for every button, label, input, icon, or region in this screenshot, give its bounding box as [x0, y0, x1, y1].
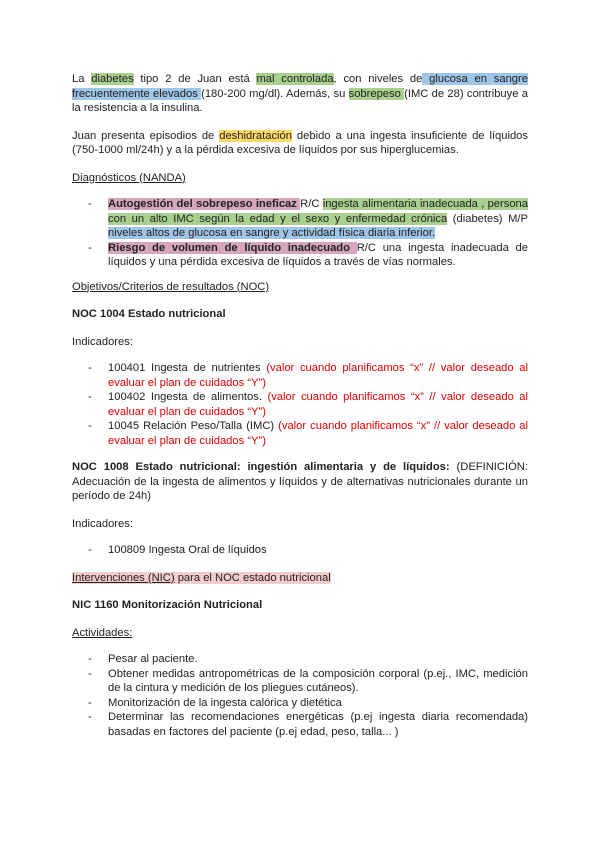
highlight-deshidratacion: deshidratación — [219, 129, 292, 142]
list-item: - Pesar al paciente. — [72, 652, 528, 667]
case-paragraph-2 — [72, 129, 528, 158]
highlight-manifestation: niveles altos de glucosa en sangre y actividad física diaria inferior. — [108, 227, 436, 239]
actividades-list — [72, 652, 528, 739]
list-item: - Determinar las recomendaciones energéticas (p.ej ingesta diaria recomendada) basadas en factores del paciente (p.ej edad, peso, talla... ) — [72, 710, 528, 739]
noc2-indicadores-label: Indicadores: — [72, 517, 133, 530]
highlight-diabetes: diabetes — [91, 73, 134, 85]
noc2-paragraph — [72, 460, 528, 504]
nic-heading-rest: para el NOC estado nutricional — [174, 571, 331, 584]
indicator-note: (valor cuando planificamos “x” // valor deseado al evaluar el plan de cuidados “Y”) — [108, 391, 528, 418]
list-item — [72, 241, 528, 270]
text: (IMC de 28) contribuye a la resistencia a la insulina. — [72, 87, 528, 114]
list-item — [72, 419, 528, 448]
document-page — [72, 72, 528, 739]
list-item — [72, 361, 528, 390]
noc1-indicadores-label: Indicadores: — [72, 335, 133, 348]
nic-heading-underlined: Intervenciones (NIC) — [72, 571, 175, 584]
indicator-note: (valor cuando planificamos “x” // valor deseado al evaluar el plan de cuidados “Y”) — [108, 362, 528, 389]
highlight-related-factor: ingesta alimentaria inadecuada , persona con un alto IMC según la edad y el sexo y enfermedad crónica — [108, 198, 529, 225]
text: debido a una ingesta insuficiente de líquidos (750-1000 ml/24h) y a la pérdida excesiva de líquidos por sus hiperglucemias. — [72, 129, 528, 156]
text: tipo 2 de Juan está — [133, 73, 257, 85]
nic-heading — [72, 571, 528, 586]
noc2-indicator-list — [72, 543, 528, 558]
diagnosis-label: Riesgo de volumen de líquido inadecuado — [108, 241, 357, 254]
nic1-title: NIC 1160 Monitorización Nutricional — [72, 599, 263, 611]
noc1-title: NOC 1004 Estado nutricional — [72, 308, 226, 320]
text: (180-200 mg/dl). Además, su — [201, 87, 349, 100]
text: , con niveles de — [333, 73, 423, 85]
indicator-text: 100402 Ingesta de alimentos. — [108, 391, 268, 403]
highlight-mal-controlada: mal controlada — [256, 73, 334, 85]
list-item: - Monitorización de la ingesta calórica y dietética — [72, 696, 528, 711]
diagnosis-label: Autogestión del sobrepeso ineficaz — [108, 198, 301, 210]
indicator-note: (valor cuando planificamos “x” // valor deseado al evaluar el plan de cuidados “Y”) — [108, 420, 528, 447]
noc-heading: Objetivos/Criterios de resultados (NOC) — [72, 280, 270, 293]
list-item: - Obtener medidas antropométricas de la composición corporal (p.ej., IMC, medición de la cintura y medición de los pliegues cutáneos). — [72, 667, 528, 696]
diagnosticos-heading: Diagnósticos (NANDA) — [72, 171, 186, 184]
text: La — [72, 73, 92, 85]
highlight-sobrepeso: sobrepeso — [348, 87, 405, 100]
highlight-glucosa: glucosa en sangre frecuentemente elevados — [72, 73, 528, 100]
diagnosticos-list — [72, 197, 528, 270]
list-item: - 100809 Ingesta Oral de líquidos — [72, 543, 528, 558]
noc1-indicator-list — [72, 361, 528, 448]
text: Juan presenta episodios de — [72, 129, 220, 142]
indicator-text: 10045 Relación Peso/Talla (IMC) — [108, 420, 279, 432]
list-item — [72, 390, 528, 419]
actividades-label: Actividades: — [72, 626, 133, 639]
noc2-definition: (DEFINICIÓN: Adecuación de la ingesta de alimentos y líquidos y de alternativas nutricionales durante un período de 24h) — [72, 461, 528, 502]
text: (diabetes) M/P — [447, 212, 528, 225]
noc2-title: NOC 1008 Estado nutricional: ingestión alimentaria y de líquidos: — [72, 461, 450, 473]
case-paragraph-1 — [72, 72, 528, 116]
text: R/C — [300, 198, 323, 210]
indicator-text: 100401 Ingesta de nutrientes — [108, 362, 267, 374]
list-item — [72, 197, 528, 241]
text: R/C una ingesta inadecuada de líquidos y una pérdida excesiva de líquidos a través de vías normales. — [108, 241, 528, 268]
